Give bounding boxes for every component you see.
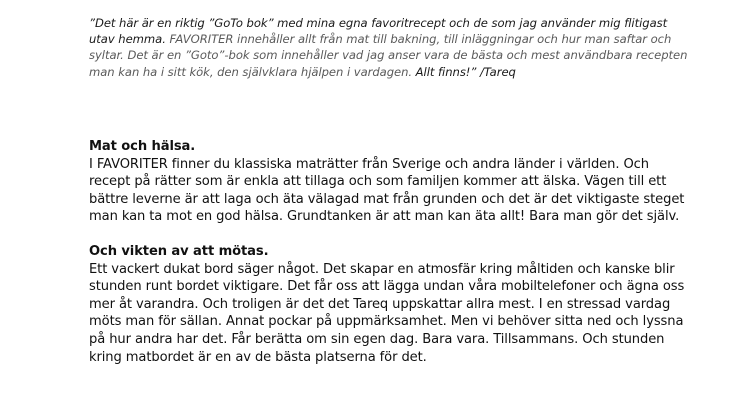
section-body: I FAVORITER finner du klassiska maträtter från Sverige och andra länder i världen. Och recept på rätter som är enkla att tillaga och som familjen kommer att älska. Vägen till ett bättre leverne är att laga och äta välagad mat från grunden och det är det viktigaste steget man kan ta mot en god hälsa. Grundtanken är att man kan äta allt! Bara man gör det själv.: [89, 156, 685, 225]
quote-part-3: Allt finns!” /Tareq: [412, 64, 516, 79]
section-body: Ett vackert dukat bord säger något. Det skapar en atmosfär kring måltiden och kanske blir stunden runt bordet viktigare. Det får oss att lägga undan våra mobiltelefoner och ägna oss mer åt varandra. Och troligen är det det Tareq uppskattar allra mest. I en stressad vardag möts man för sällan. Annat pockar på uppmärksamhet. Men vi behöver sitta ned och lyssna på hur andra har det. Får berätta om sin egen dag. Bara vara. Tillsammans. Och stunden kring matbordet är en av de bästa platserna för det.: [89, 261, 685, 365]
quote-part-1: ”Det här är en riktig ”GoTo bok” med mina egna favoritrecept och de som jag använder mig flitigast utav hemma.: [89, 16, 668, 47]
section-heading: Mat och hälsa.: [89, 139, 196, 154]
intro-quote: [89, 15, 689, 80]
quote-part-2: FAVORITER innehåller allt från mat till bakning, till inläggningar och hur man saftar och syltar. Det är en ”Goto”-bok som innehåller vad jag anser vara de bästa och mest användbara recepten man kan ha i sitt kök, den självklara hjälpen i vardagen.: [89, 32, 688, 79]
section-mat-och-halsa: [89, 138, 689, 226]
section-vikten-av-att-motas: [89, 243, 689, 366]
section-heading: Och vikten av att mötas.: [89, 244, 269, 259]
